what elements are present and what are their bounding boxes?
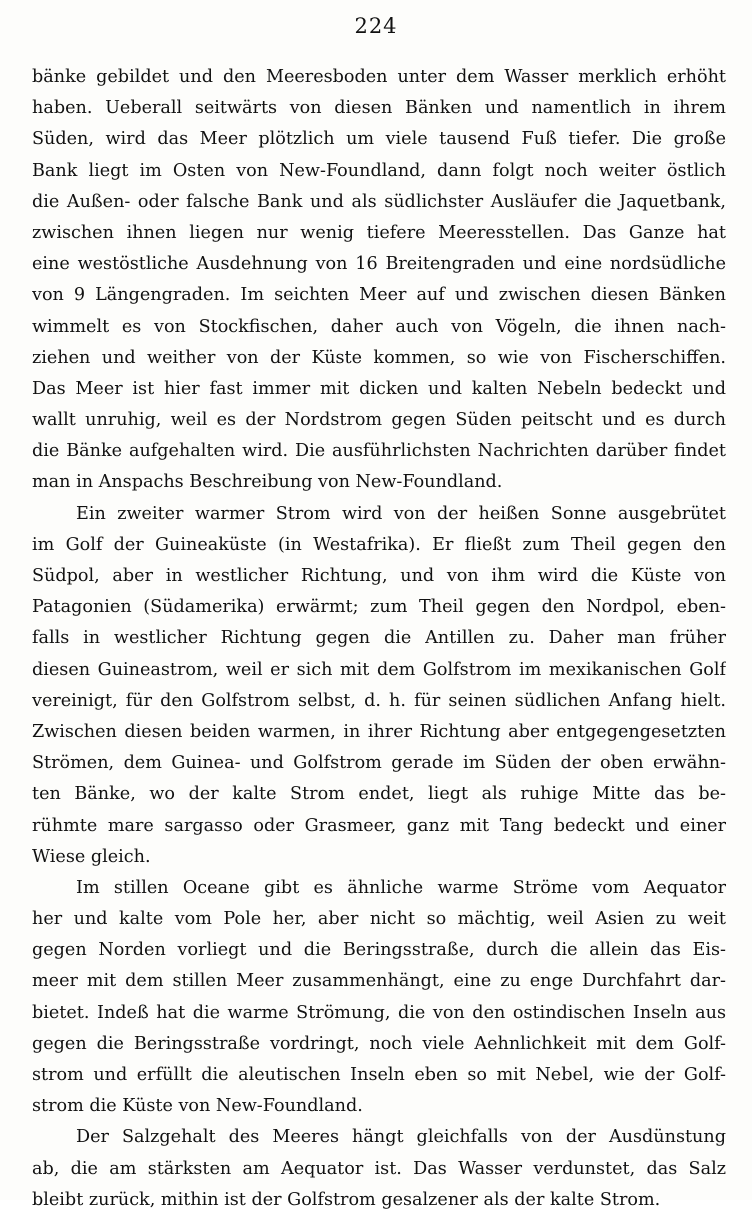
text-line: diesen Guineastrom, weil er sich mit dem Golfstrom im mexikanischen Golf xyxy=(32,659,726,680)
text-line: ziehen und weither von der Küste kommen, so wie von Fischerschiffen. xyxy=(32,347,726,368)
paragraph xyxy=(32,499,726,873)
text-line: falls in westlicher Richtung gegen die Antillen zu. Daher man früher xyxy=(32,628,726,649)
page-number: 224 xyxy=(354,14,398,38)
text-line: Der Salzgehalt des Meeres hängt gleichfalls von der Ausdünstung xyxy=(76,1127,726,1148)
text-line: rühmte mare sargasso oder Grasmeer, ganz mit Tang bedeckt und einer xyxy=(32,815,726,836)
text-line: Südpol, aber in westlicher Richtung, und von ihm wird die Küste von xyxy=(32,566,726,586)
text-line: haben. Ueberall seitwärts von diesen Bänken und namentlich in ihrem xyxy=(32,98,726,119)
text-line: von 9 Längengraden. Im seichten Meer auf und zwischen diesen Bänken xyxy=(32,285,726,306)
text-line: ab, die am stärksten am Aequator ist. Das Wasser verdunstet, das Salz xyxy=(32,1158,726,1179)
text-line: bleibt zurück, mithin ist der Golfstrom gesalzener als der kalte Strom. xyxy=(32,1189,661,1210)
text-line: Süden, wird das Meer plötzlich um viele tausend Fuß tiefer. Die große xyxy=(32,129,726,150)
text-line: ten Bänke, wo der kalte Strom endet, liegt als ruhige Mitte das be- xyxy=(32,784,726,805)
text-line: eine westöstliche Ausdehnung von 16 Breitengraden und eine nordsüdliche xyxy=(32,254,726,275)
paragraph xyxy=(32,873,726,1123)
text-line: im Golf der Guineaküste (in Westafrika). Er fließt zum Theil gegen den xyxy=(32,534,726,555)
text-line: Patagonien (Südamerika) erwärmt; zum Theil gegen den Nordpol, eben- xyxy=(32,597,726,618)
text-line: bänke gebildet und den Meeresboden unter dem Wasser merklich erhöht xyxy=(32,67,726,87)
text-line: wallt unruhig, weil es der Nordstrom gegen Süden peitscht und es durch xyxy=(32,410,726,431)
paragraph xyxy=(32,1122,726,1216)
page-body xyxy=(32,62,726,1216)
text-line: Bank liegt im Osten von New-Foundland, dann folgt noch weiter östlich xyxy=(32,160,726,181)
text-line: meer mit dem stillen Meer zusammenhängt, eine zu enge Durchfahrt dar- xyxy=(32,971,726,992)
text-line: zwischen ihnen liegen nur wenig tiefere Meeresstellen. Das Ganze hat xyxy=(32,222,726,243)
text-line: bietet. Indeß hat die warme Strömung, die von den ostindischen Inseln aus xyxy=(32,1002,726,1023)
text-line: Strömen, dem Guinea- und Golfstrom gerade im Süden der oben erwähn- xyxy=(32,753,726,774)
text-line: wimmelt es von Stockfischen, daher auch von Vögeln, die ihnen nach- xyxy=(32,316,726,337)
text-line: Ein zweiter warmer Strom wird von der heißen Sonne ausgebrütet xyxy=(76,503,726,524)
text-line: strom die Küste von New-Foundland. xyxy=(32,1096,363,1117)
text-line: vereinigt, für den Golfstrom selbst, d. h. für seinen südlichen Anfang hielt. xyxy=(32,690,726,711)
text-line: gegen Norden vorliegt und die Beringsstraße, durch die allein das Eis- xyxy=(32,940,726,961)
text-line: Zwischen diesen beiden warmen, in ihrer Richtung aber entgegengesetzten xyxy=(32,721,726,742)
text-line: Im stillen Oceane gibt es ähnliche warme Ströme vom Aequator xyxy=(76,877,726,898)
text-line: man in Anspachs Beschreibung von New-Foundland. xyxy=(32,472,503,493)
text-line: die Bänke aufgehalten wird. Die ausführlichsten Nachrichten darüber findet xyxy=(32,441,726,462)
text-line: strom und erfüllt die aleutischen Inseln eben so mit Nebel, wie der Golf- xyxy=(32,1065,726,1085)
text-line: Das Meer ist hier fast immer mit dicken und kalten Nebeln bedeckt und xyxy=(32,378,726,399)
text-line: Wiese gleich. xyxy=(32,846,151,867)
text-line: her und kalte vom Pole her, aber nicht so mächtig, weil Asien zu weit xyxy=(32,909,726,930)
paragraph xyxy=(32,62,726,499)
text-line: die Außen- oder falsche Bank und als südlichster Ausläufer die Jaquetbank, xyxy=(32,191,726,212)
text-line: gegen die Beringsstraße vordringt, noch viele Aehnlichkeit mit dem Golf- xyxy=(32,1033,726,1054)
